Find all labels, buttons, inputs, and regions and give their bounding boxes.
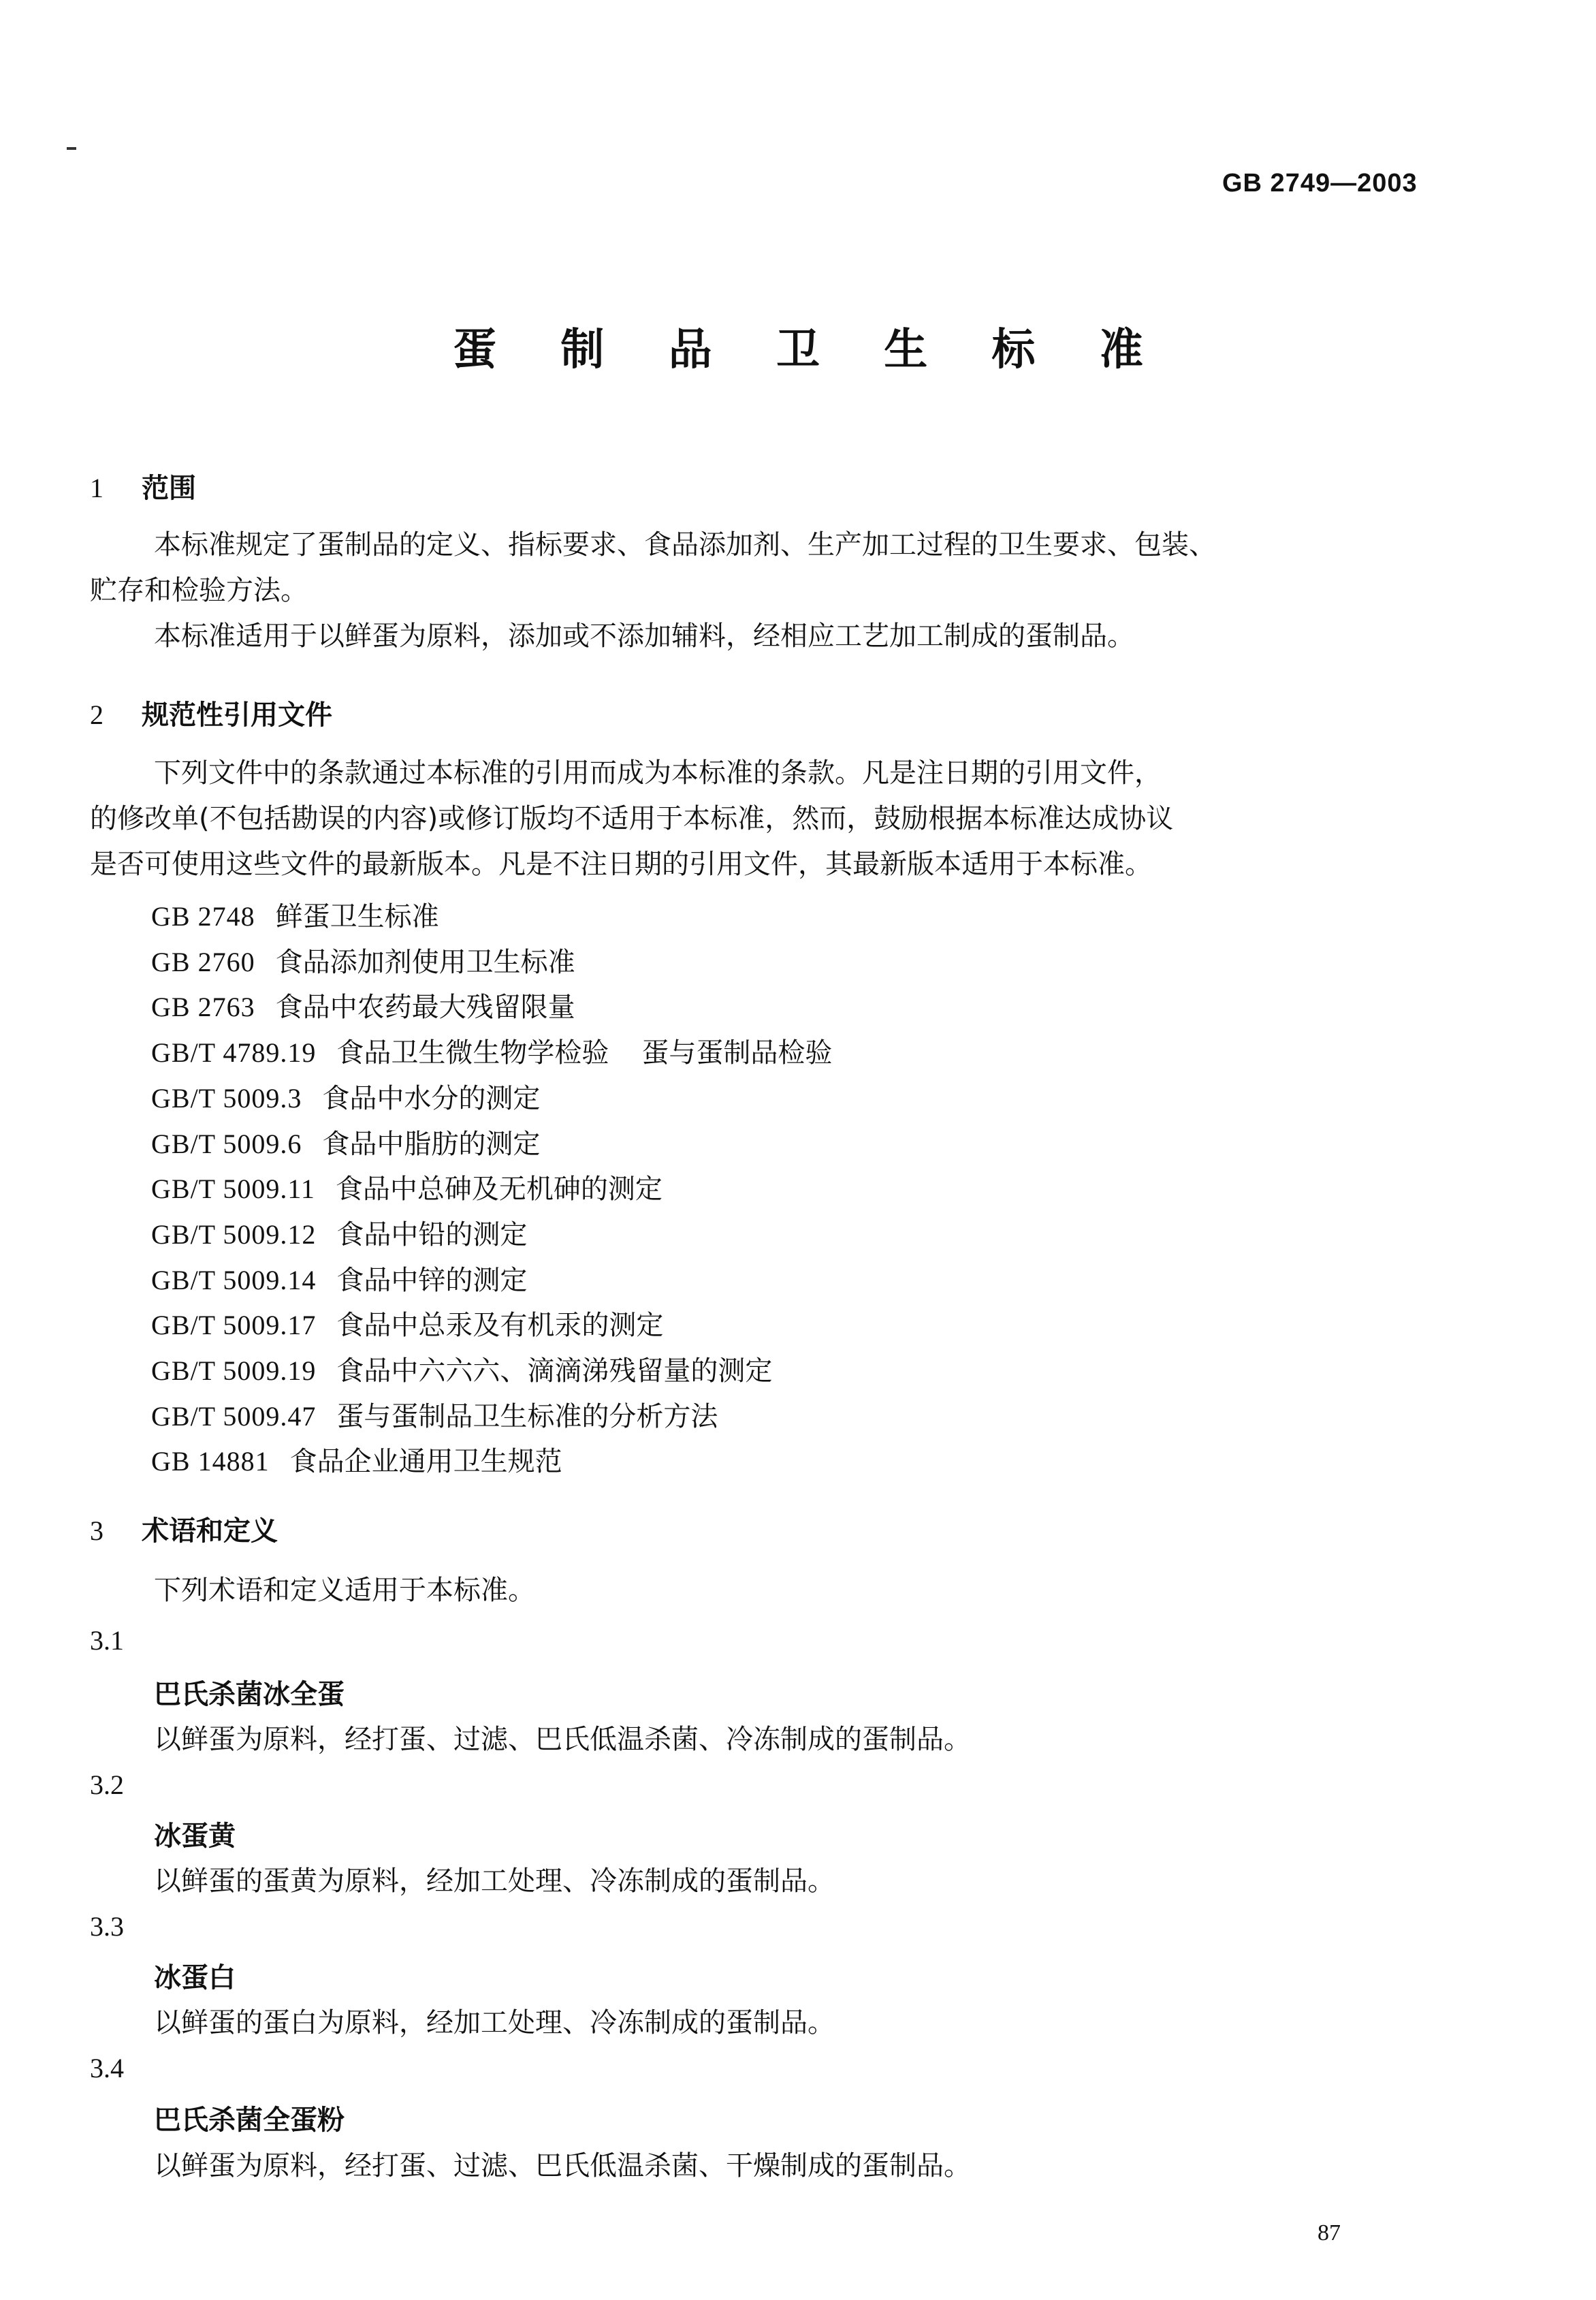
reference-code: GB/T 5009.14 [151,1265,317,1295]
term-name: 冰蛋白 [154,1962,236,1994]
reference-item [151,1213,527,1252]
reference-title: 食品中总砷及无机砷的测定 [335,1173,663,1205]
section-number: 1 [90,473,103,503]
section-1-heading [90,467,196,505]
reference-title: 食品中水分的测定 [322,1083,541,1114]
reference-item [151,986,575,1024]
term-number: 3.1 [90,1625,124,1656]
section-number: 3 [90,1515,103,1546]
reference-item [151,1349,772,1388]
section-title: 范围 [142,473,196,504]
reference-code: GB/T 5009.19 [151,1355,317,1386]
section-3-heading [90,1509,278,1548]
document-title: 蛋 制 品 卫 生 标 准 [453,325,1168,375]
reference-code: GB/T 5009.11 [151,1173,315,1204]
section-2-paragraph-line: 的修改单(不包括勘误的内容)或修订版均不适用于本标准，然而，鼓励根据本标准达成协议 [90,803,1174,834]
term-definition: 以鲜蛋为原料，经打蛋、过滤、巴氏低温杀菌、冷冻制成的蛋制品。 [154,1724,971,1755]
reference-title: 食品卫生微生物学检验 [336,1037,609,1069]
reference-code: GB/T 5009.6 [151,1129,302,1159]
reference-code: GB/T 5009.12 [151,1219,317,1250]
reference-item [151,1440,562,1479]
scan-mark [67,147,76,150]
reference-title: 食品中锌的测定 [336,1265,528,1296]
reference-item [151,1122,540,1161]
reference-item [151,1395,718,1434]
reference-title: 食品中脂肪的测定 [322,1129,541,1160]
section-number: 2 [90,699,103,730]
reference-code: GB/T 5009.47 [151,1401,317,1432]
reference-code: GB 2763 [151,992,255,1022]
reference-item [151,1031,832,1070]
section-2-paragraph-line: 下列文件中的条款通过本标准的引用而成为本标准的条款。凡是注日期的引用文件， [154,757,1162,789]
section-1-paragraph-line: 贮存和检验方法。 [90,575,308,606]
reference-code: GB/T 4789.19 [151,1037,317,1068]
term-definition: 以鲜蛋为原料，经打蛋、过滤、巴氏低温杀菌、干燥制成的蛋制品。 [154,2150,971,2181]
reference-title: 食品中铅的测定 [336,1219,528,1250]
section-2-heading [90,693,332,732]
reference-title: 鲜蛋卫生标准 [275,901,439,932]
term-name: 巴氏杀菌冰全蛋 [154,1679,345,1710]
reference-code: GB 2748 [151,901,255,932]
section-1-paragraph-line: 本标准规定了蛋制品的定义、指标要求、食品添加剂、生产加工过程的卫生要求、包装、 [154,529,1216,561]
reference-item [151,895,439,934]
section-1-paragraph: 本标准适用于以鲜蛋为原料，添加或不添加辅料，经相应工艺加工制成的蛋制品。 [154,620,1134,652]
reference-title: 蛋与蛋制品卫生标准的分析方法 [336,1401,718,1432]
reference-item [151,1304,663,1342]
reference-item [151,1167,663,1206]
section-title: 规范性引用文件 [142,699,332,731]
reference-code: GB 14881 [151,1446,270,1477]
reference-title: 食品添加剂使用卫生标准 [275,947,575,978]
term-name: 冰蛋黄 [154,1821,236,1852]
term-definition: 以鲜蛋的蛋黄为原料，经加工处理、冷冻制成的蛋制品。 [154,1865,835,1897]
reference-item [151,941,575,979]
term-number: 3.4 [90,2053,124,2083]
reference-code: GB/T 5009.17 [151,1310,317,1340]
section-2-paragraph-line: 是否可使用这些文件的最新版本。凡是不注日期的引用文件，其最新版本适用于本标准。 [90,849,1152,880]
reference-item [151,1259,527,1297]
section-title: 术语和定义 [142,1515,278,1547]
reference-title: 食品中总汞及有机汞的测定 [336,1310,664,1341]
reference-title: 食品中六六六、滴滴涕残留量的测定 [336,1355,773,1387]
reference-subtitle: 蛋与蛋制品检验 [641,1037,833,1069]
term-number: 3.2 [90,1769,124,1800]
reference-title: 食品企业通用卫生规范 [289,1446,562,1477]
reference-item [151,1077,540,1116]
term-name: 巴氏杀菌全蛋粉 [154,2105,345,2136]
reference-code: GB/T 5009.3 [151,1083,302,1114]
reference-title: 食品中农药最大残留限量 [275,992,575,1023]
page-number: 87 [1318,2220,1341,2246]
standard-code: GB 2749—2003 [1222,169,1418,198]
reference-code: GB 2760 [151,947,255,977]
section-3-intro: 下列术语和定义适用于本标准。 [154,1575,535,1606]
term-number: 3.3 [90,1911,124,1942]
term-definition: 以鲜蛋的蛋白为原料，经加工处理、冷冻制成的蛋制品。 [154,2007,835,2038]
